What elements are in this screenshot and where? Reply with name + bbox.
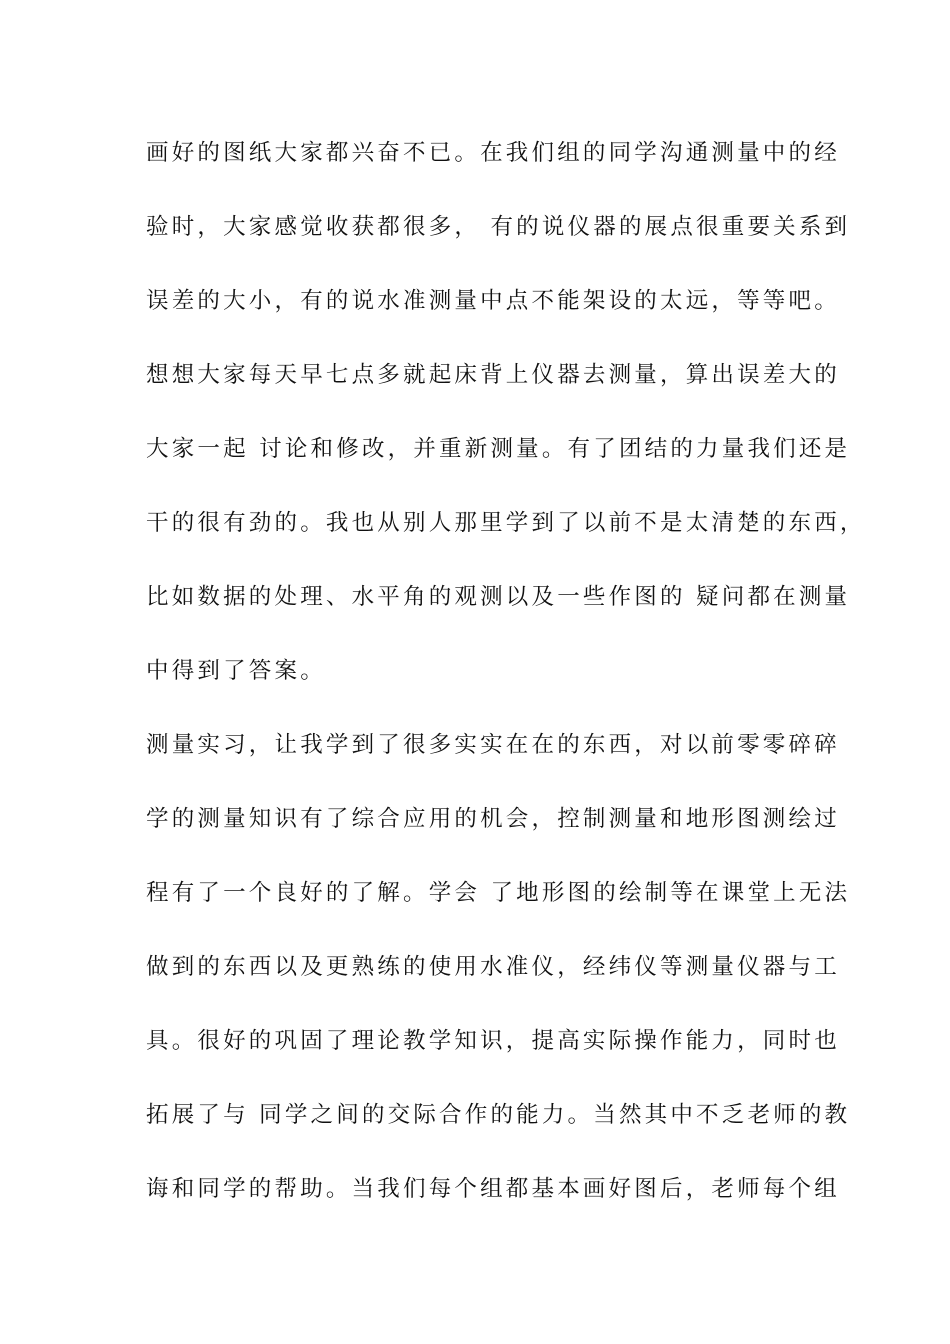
text-line: 做到的东西以及更熟练的使用水准仪，经纬仪等测量仪器与工 — [146, 954, 840, 980]
text-line: 中得到了答案。 — [146, 658, 326, 684]
text-line: 想想大家每天早七点多就起床背上仪器去测量，算出误差大的 — [146, 362, 840, 388]
text-line: 程有了一个良好的了解。学会 了地形图的绘制等在课堂上无法 — [146, 880, 851, 906]
text-line: 大家一起 讨论和修改，并重新测量。有了团结的力量我们还是 — [146, 436, 851, 462]
text-line: 学的测量知识有了综合应用的机会，控制测量和地形图测绘过 — [146, 806, 840, 832]
text-line: 诲和同学的帮助。当我们每个组都基本画好图后，老师每个组 — [146, 1176, 840, 1202]
text-line: 拓展了与 同学之间的交际合作的能力。当然其中不乏老师的教 — [146, 1102, 851, 1128]
text-line: 画好的图纸大家都兴奋不已。在我们组的同学沟通测量中的经 — [146, 140, 840, 166]
text-line: 具。很好的巩固了理论教学知识，提高实际操作能力，同时也 — [146, 1028, 840, 1054]
text-line: 比如数据的处理、水平角的观测以及一些作图的 疑问都在测量 — [146, 584, 851, 610]
text-line: 干的很有劲的。我也从别人那里学到了以前不是太清楚的东西， — [146, 510, 866, 536]
text-line: 验时，大家感觉收获都很多， 有的说仪器的展点很重要关系到 — [146, 214, 851, 240]
body-text — [146, 131, 866, 1241]
text-line: 测量实习，让我学到了很多实实在在的东西，对以前零零碎碎 — [146, 732, 840, 758]
text-line: 误差的大小，有的说水准测量中点不能架设的太远，等等吧。 — [146, 288, 840, 314]
